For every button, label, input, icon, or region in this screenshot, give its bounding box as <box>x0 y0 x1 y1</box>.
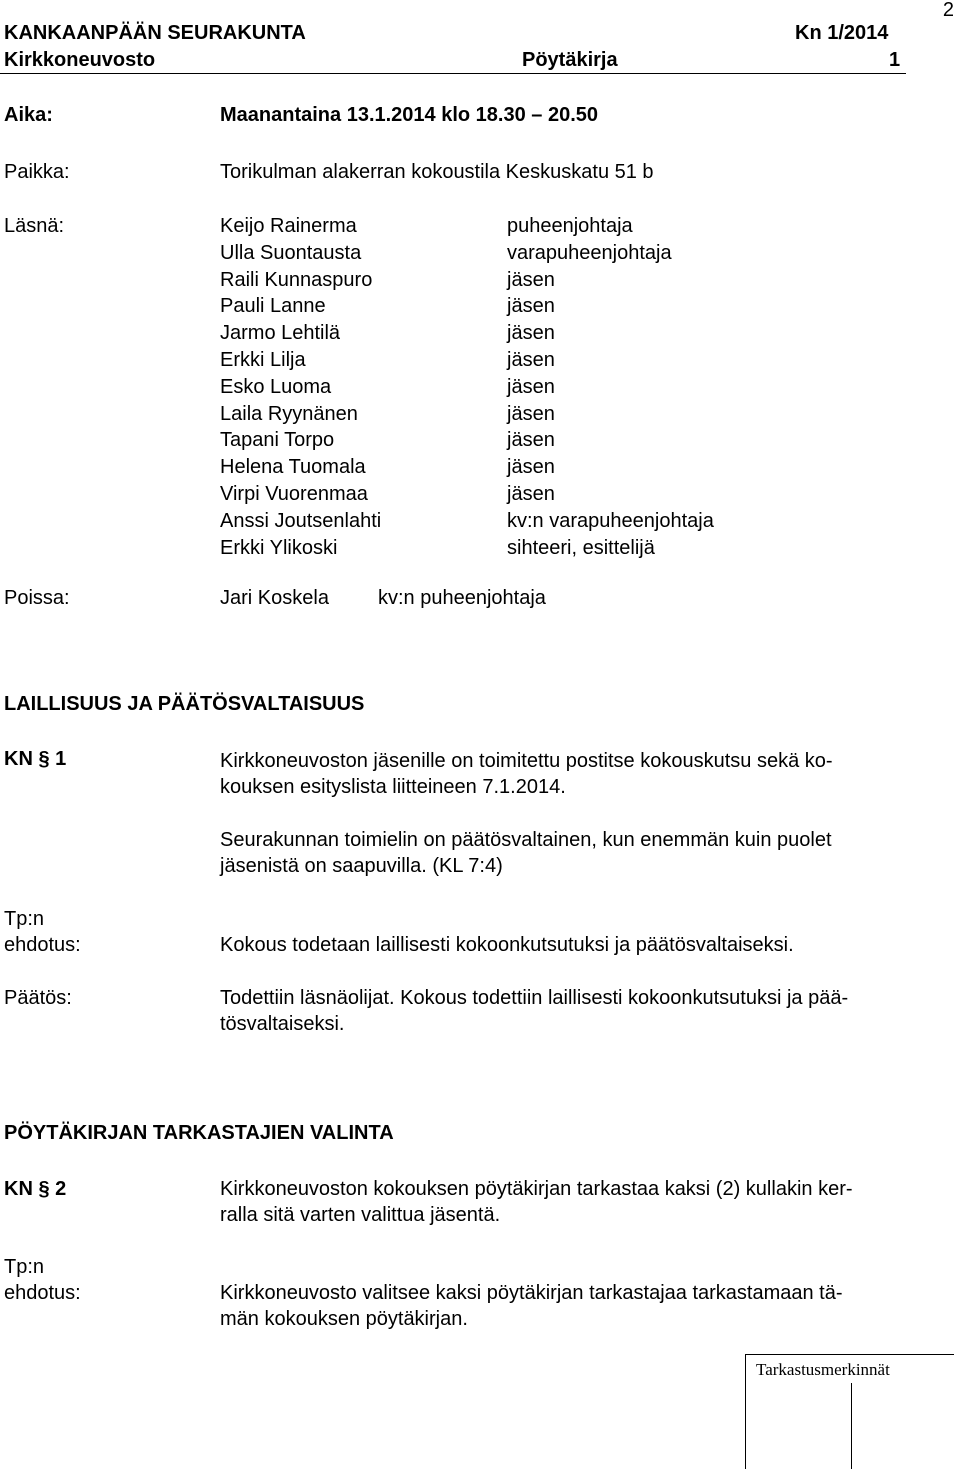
kn-1-text2-line2: jäsenistä on saapuvilla. (KL 7:4) <box>220 855 503 877</box>
header-page: 1 <box>889 49 901 71</box>
kn-1-text2-line1: Seurakunnan toimielin on päätösvaltainen, kun enemmän kuin puolet <box>220 829 832 851</box>
attendee-name: Erkki Ylikoski <box>220 537 338 559</box>
kn-2-label: KN § 2 <box>4 1178 67 1200</box>
attendee-role: jäsen <box>507 456 555 478</box>
attendee-name: Keijo Rainerma <box>220 215 357 237</box>
kn-1-ehdotus-label: ehdotus: <box>4 934 81 956</box>
body-name: Kirkkoneuvosto <box>4 49 156 71</box>
org-name: KANKAANPÄÄN SEURAKUNTA <box>4 22 306 44</box>
lasna-label: Läsnä: <box>4 215 65 237</box>
attendee-role: jäsen <box>507 376 555 398</box>
attendee-role: jäsen <box>507 269 555 291</box>
kn-1-decision-line1: Todettiin läsnäolijat. Kokous todettiin laillisesti kokoonkutsutuksi ja pää- <box>220 987 849 1009</box>
attendee-name: Raili Kunnaspuro <box>220 269 373 291</box>
section-title-tarkastajat: PÖYTÄKIRJAN TARKASTAJIEN VALINTA <box>4 1122 394 1144</box>
attendee-name: Tapani Torpo <box>220 429 335 451</box>
page-number: 2 <box>942 0 954 21</box>
aika-value: Maanantaina 13.1.2014 klo 18.30 – 20.50 <box>220 104 599 126</box>
kn-2-text-line2: ralla sitä varten valittua jäsentä. <box>220 1204 501 1226</box>
paikka-value: Torikulman alakerran kokoustila Keskuskatu 51 b <box>220 161 654 183</box>
attendee-role: jäsen <box>507 403 555 425</box>
tarkastus-box <box>745 1354 954 1469</box>
tarkastus-title: Tarkastusmerkinnät <box>756 1360 890 1379</box>
poissa-label: Poissa: <box>4 587 70 609</box>
poissa-role: kv:n puheenjohtaja <box>378 587 546 609</box>
attendee-name: Esko Luoma <box>220 376 332 398</box>
attendee-name: Pauli Lanne <box>220 295 326 317</box>
attendee-role: jäsen <box>507 483 555 505</box>
aika-label: Aika: <box>4 104 53 126</box>
attendee-role: puheenjohtaja <box>507 215 633 237</box>
kn-2-proposal-line2: män kokouksen pöytäkirjan. <box>220 1308 468 1330</box>
document-number: Kn 1/2014 <box>795 22 889 44</box>
attendee-name: Laila Ryynänen <box>220 403 358 425</box>
attendee-name: Jarmo Lehtilä <box>220 322 341 344</box>
tarkastus-divider <box>851 1383 852 1469</box>
kn-1-text-line2: kouksen esityslista liitteineen 7.1.2014. <box>220 776 566 798</box>
kn-1-decision-line2: tösvaltaiseksi. <box>220 1013 345 1035</box>
attendee-role: varapuheenjohtaja <box>507 242 672 264</box>
attendee-role: jäsen <box>507 349 555 371</box>
document-type: Pöytäkirja <box>522 49 618 71</box>
kn-2-text-line1: Kirkkoneuvoston kokouksen pöytäkirjan tarkastaa kaksi (2) kullakin ker- <box>220 1178 853 1200</box>
kn-2-ehdotus-label: ehdotus: <box>4 1282 81 1304</box>
section-title-laillisuus: LAILLISUUS JA PÄÄTÖSVALTAISUUS <box>4 693 365 715</box>
attendee-name: Helena Tuomala <box>220 456 366 478</box>
attendee-name: Erkki Lilja <box>220 349 306 371</box>
attendee-name: Anssi Joutsenlahti <box>220 510 382 532</box>
kn-1-tpn-label: Tp:n <box>4 908 45 930</box>
attendee-role: jäsen <box>507 322 555 344</box>
kn-2-tpn-label: Tp:n <box>4 1256 45 1278</box>
kn-2-proposal-line1: Kirkkoneuvosto valitsee kaksi pöytäkirjan tarkastajaa tarkastamaan tä- <box>220 1282 843 1304</box>
kn-1-paatos-label: Päätös: <box>4 987 72 1009</box>
attendee-role: sihteeri, esittelijä <box>507 537 655 559</box>
poissa-name: Jari Koskela <box>220 587 329 609</box>
attendee-role: jäsen <box>507 429 555 451</box>
attendee-role: kv:n varapuheenjohtaja <box>507 510 714 532</box>
attendee-role: jäsen <box>507 295 555 317</box>
kn-1-label: KN § 1 <box>4 748 67 770</box>
paikka-label: Paikka: <box>4 161 70 183</box>
attendee-name: Ulla Suontausta <box>220 242 362 264</box>
attendee-name: Virpi Vuorenmaa <box>220 483 368 505</box>
kn-1-proposal: Kokous todetaan laillisesti kokoonkutsutuksi ja päätösvaltaiseksi. <box>220 934 794 956</box>
header-rule <box>0 73 906 74</box>
kn-1-text-line1: Kirkkoneuvoston jäsenille on toimitettu postitse kokouskutsu sekä ko- <box>220 750 833 772</box>
